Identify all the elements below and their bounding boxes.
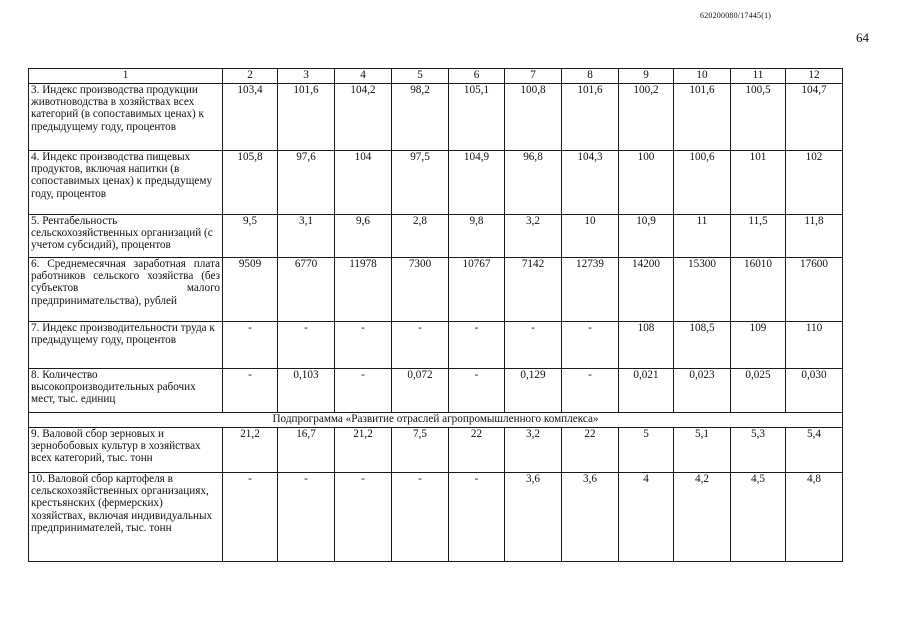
value-cell: 3,6: [562, 473, 619, 562]
indicator-label: 6. Среднемесячная заработная плата работников сельского хозяйства (без субъектов малого предпринимательства), рублей: [29, 258, 223, 322]
table-row: [29, 428, 843, 473]
value-cell: 104: [335, 151, 392, 215]
value-cell: 11978: [335, 258, 392, 322]
value-cell: -: [562, 322, 619, 369]
value-cell: 2,8: [392, 215, 449, 258]
value-cell: 102: [786, 151, 843, 215]
value-cell: 7142: [505, 258, 562, 322]
table-row: [29, 258, 843, 322]
value-cell: -: [335, 473, 392, 562]
table-body: [29, 69, 843, 562]
value-cell: -: [449, 322, 505, 369]
value-cell: -: [392, 473, 449, 562]
value-cell: 10,9: [619, 215, 674, 258]
value-cell: 0,023: [674, 369, 731, 413]
value-cell: 100,5: [731, 84, 786, 151]
column-header: 12: [786, 69, 843, 84]
column-header: 4: [335, 69, 392, 84]
value-cell: 9,8: [449, 215, 505, 258]
value-cell: 16010: [731, 258, 786, 322]
value-cell: 100: [619, 151, 674, 215]
column-header: 7: [505, 69, 562, 84]
value-cell: 5: [619, 428, 674, 473]
column-header: 6: [449, 69, 505, 84]
value-cell: 3,1: [278, 215, 335, 258]
value-cell: 5,4: [786, 428, 843, 473]
column-header: 10: [674, 69, 731, 84]
value-cell: 21,2: [335, 428, 392, 473]
value-cell: 104,3: [562, 151, 619, 215]
subprogram-row: [29, 413, 843, 428]
value-cell: 101: [731, 151, 786, 215]
value-cell: 4,5: [731, 473, 786, 562]
value-cell: 0,129: [505, 369, 562, 413]
value-cell: 16,7: [278, 428, 335, 473]
indicator-label: 7. Индекс производительности труда к предыдущему году, процентов: [29, 322, 223, 369]
value-cell: -: [505, 322, 562, 369]
indicator-label: 10. Валовой сбор картофеля в сельскохозяйственных организациях, крестьянских (фермерских) хозяйствах, включая индивидуальных предпринимателей, тыс. тонн: [29, 473, 223, 562]
page-number: 64: [856, 30, 869, 45]
column-header: 9: [619, 69, 674, 84]
value-cell: 7300: [392, 258, 449, 322]
value-cell: -: [449, 369, 505, 413]
indicator-label: 8. Количество высокопроизводительных рабочих мест, тыс. единиц: [29, 369, 223, 413]
value-cell: 103,4: [223, 84, 278, 151]
value-cell: -: [392, 322, 449, 369]
value-cell: 22: [562, 428, 619, 473]
document-code: 620200080/17445(1): [700, 11, 772, 20]
value-cell: 109: [731, 322, 786, 369]
value-cell: 9,5: [223, 215, 278, 258]
value-cell: 22: [449, 428, 505, 473]
value-cell: 104,7: [786, 84, 843, 151]
value-cell: 11,8: [786, 215, 843, 258]
table-row: [29, 322, 843, 369]
value-cell: 105,1: [449, 84, 505, 151]
value-cell: 100,2: [619, 84, 674, 151]
column-header: 3: [278, 69, 335, 84]
value-cell: 4,2: [674, 473, 731, 562]
value-cell: 11,5: [731, 215, 786, 258]
value-cell: 0,021: [619, 369, 674, 413]
value-cell: 17600: [786, 258, 843, 322]
value-cell: -: [335, 322, 392, 369]
value-cell: 9,6: [335, 215, 392, 258]
indicators-table: [28, 68, 843, 562]
value-cell: 97,5: [392, 151, 449, 215]
value-cell: 3,2: [505, 215, 562, 258]
value-cell: 12739: [562, 258, 619, 322]
value-cell: 101,6: [562, 84, 619, 151]
table-row: [29, 84, 843, 151]
value-cell: -: [223, 473, 278, 562]
column-header: 5: [392, 69, 449, 84]
value-cell: 5,1: [674, 428, 731, 473]
value-cell: 100,8: [505, 84, 562, 151]
indicator-label: 4. Индекс производства пищевых продуктов, включая напитки (в сопоставимых ценах) к предыдущему году, процентов: [29, 151, 223, 215]
subprogram-title: Подпрограмма «Развитие отраслей агропромышленного комплекса»: [29, 413, 843, 428]
value-cell: 4,8: [786, 473, 843, 562]
value-cell: 4: [619, 473, 674, 562]
value-cell: 10767: [449, 258, 505, 322]
indicator-label: 5. Рентабельность сельскохозяйственных организаций (с учетом субсидий), процентов: [29, 215, 223, 258]
value-cell: 104,2: [335, 84, 392, 151]
value-cell: -: [449, 473, 505, 562]
value-cell: 0,103: [278, 369, 335, 413]
table-row: [29, 215, 843, 258]
value-cell: 110: [786, 322, 843, 369]
value-cell: 101,6: [278, 84, 335, 151]
value-cell: -: [562, 369, 619, 413]
value-cell: -: [223, 322, 278, 369]
table-row: [29, 151, 843, 215]
value-cell: 5,3: [731, 428, 786, 473]
value-cell: 15300: [674, 258, 731, 322]
table-header-row: [29, 69, 843, 84]
value-cell: 97,6: [278, 151, 335, 215]
value-cell: 7,5: [392, 428, 449, 473]
value-cell: 10: [562, 215, 619, 258]
value-cell: 101,6: [674, 84, 731, 151]
value-cell: 104,9: [449, 151, 505, 215]
value-cell: 0,030: [786, 369, 843, 413]
column-header: 2: [223, 69, 278, 84]
value-cell: -: [223, 369, 278, 413]
value-cell: 0,025: [731, 369, 786, 413]
column-header: 1: [29, 69, 223, 84]
column-header: 11: [731, 69, 786, 84]
table-row: [29, 369, 843, 413]
column-header: 8: [562, 69, 619, 84]
value-cell: 3,6: [505, 473, 562, 562]
indicator-label: 9. Валовой сбор зерновых и зернобобовых культур в хозяйствах всех категорий, тыс. тонн: [29, 428, 223, 473]
value-cell: 105,8: [223, 151, 278, 215]
value-cell: 100,6: [674, 151, 731, 215]
value-cell: 11: [674, 215, 731, 258]
value-cell: 98,2: [392, 84, 449, 151]
value-cell: 108: [619, 322, 674, 369]
value-cell: 14200: [619, 258, 674, 322]
value-cell: 6770: [278, 258, 335, 322]
value-cell: -: [278, 322, 335, 369]
value-cell: -: [278, 473, 335, 562]
value-cell: 3,2: [505, 428, 562, 473]
table-row: [29, 473, 843, 562]
value-cell: 108,5: [674, 322, 731, 369]
value-cell: -: [335, 369, 392, 413]
value-cell: 9509: [223, 258, 278, 322]
value-cell: 96,8: [505, 151, 562, 215]
value-cell: 21,2: [223, 428, 278, 473]
indicator-label: 3. Индекс производства продукции животноводства в хозяйствах всех категорий (в сопоставимых ценах) к предыдущему году, процентов: [29, 84, 223, 151]
value-cell: 0,072: [392, 369, 449, 413]
